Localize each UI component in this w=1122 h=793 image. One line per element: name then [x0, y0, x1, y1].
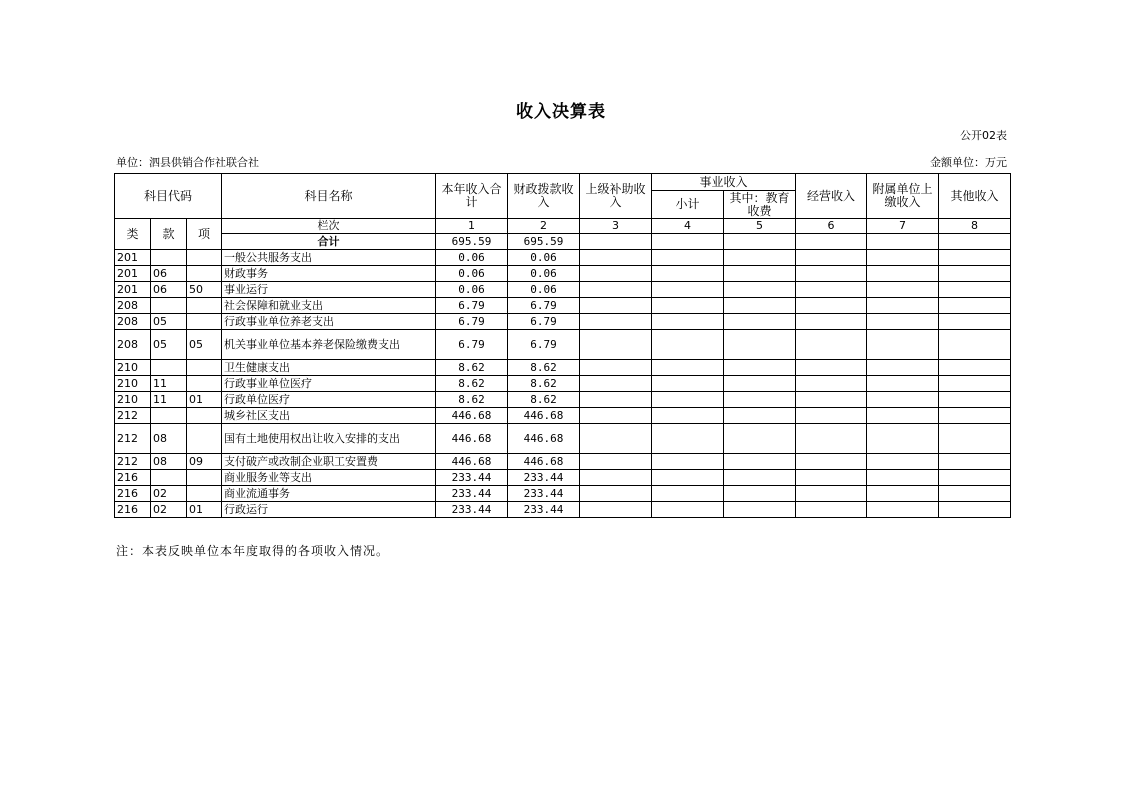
class-cell: 216 [115, 502, 151, 518]
table-row [115, 376, 1011, 392]
empty-cell [724, 486, 796, 502]
empty-cell [796, 250, 867, 266]
fiscal-cell: 8.62 [508, 360, 580, 376]
fiscal-cell: 0.06 [508, 282, 580, 298]
empty-cell [652, 454, 724, 470]
subject-name-cell: 机关事业单位基本养老保险缴费支出 [222, 330, 436, 360]
empty-cell [939, 266, 1011, 282]
empty-cell [796, 392, 867, 408]
fiscal-cell: 233.44 [508, 486, 580, 502]
table-row [115, 330, 1011, 360]
row-label: 栏次 [222, 219, 436, 234]
item-cell [187, 250, 222, 266]
header-business-edu: 其中：教育收费 [724, 191, 796, 219]
empty-cell [580, 314, 652, 330]
subject-name-cell: 商业服务业等支出 [222, 470, 436, 486]
fiscal-cell: 6.79 [508, 330, 580, 360]
total-income-cell: 233.44 [436, 502, 508, 518]
class-cell: 216 [115, 470, 151, 486]
class-cell: 201 [115, 282, 151, 298]
empty-cell [939, 314, 1011, 330]
subject-name-cell: 一般公共服务支出 [222, 250, 436, 266]
class-cell: 210 [115, 392, 151, 408]
empty-cell [580, 250, 652, 266]
empty-cell [652, 314, 724, 330]
section-cell: 05 [151, 330, 187, 360]
subject-name-cell: 国有土地使用权出让收入安排的支出 [222, 424, 436, 454]
class-cell: 201 [115, 250, 151, 266]
empty-cell [867, 360, 939, 376]
item-cell: 05 [187, 330, 222, 360]
header-fiscal: 财政拨款收入 [508, 174, 580, 219]
total-label: 合计 [222, 234, 436, 250]
form-code: 公开02表 [960, 129, 1007, 142]
empty-cell [939, 454, 1011, 470]
total-income-cell: 0.06 [436, 266, 508, 282]
index-cell: 7 [867, 219, 939, 234]
section-cell: 06 [151, 282, 187, 298]
empty-cell [939, 376, 1011, 392]
empty-cell [939, 424, 1011, 454]
item-cell [187, 266, 222, 282]
section-cell [151, 408, 187, 424]
class-cell: 212 [115, 408, 151, 424]
empty-cell [580, 360, 652, 376]
item-cell: 01 [187, 502, 222, 518]
empty-cell [867, 314, 939, 330]
subject-name-cell: 财政事务 [222, 266, 436, 282]
item-cell: 50 [187, 282, 222, 298]
empty-cell [652, 360, 724, 376]
subject-name-cell: 事业运行 [222, 282, 436, 298]
section-cell: 08 [151, 454, 187, 470]
header-class: 类 [115, 219, 151, 250]
empty-cell [580, 330, 652, 360]
item-cell: 01 [187, 392, 222, 408]
item-cell [187, 360, 222, 376]
section-cell: 08 [151, 424, 187, 454]
table-row [115, 486, 1011, 502]
table-row [115, 424, 1011, 454]
header-other: 其他收入 [939, 174, 1011, 219]
empty-cell [724, 250, 796, 266]
empty-cell [580, 408, 652, 424]
index-cell: 6 [796, 219, 867, 234]
empty-cell [867, 282, 939, 298]
empty-cell [939, 282, 1011, 298]
empty-cell [652, 282, 724, 298]
class-cell: 210 [115, 376, 151, 392]
total-income-cell: 8.62 [436, 376, 508, 392]
index-cell: 1 [436, 219, 508, 234]
header-superior: 上级补助收入 [580, 174, 652, 219]
item-cell [187, 424, 222, 454]
section-cell [151, 298, 187, 314]
empty-cell [867, 424, 939, 454]
empty-cell [724, 408, 796, 424]
class-cell: 212 [115, 424, 151, 454]
table-row [115, 266, 1011, 282]
item-cell [187, 470, 222, 486]
empty-cell [724, 314, 796, 330]
header-item: 项 [187, 219, 222, 250]
unit-label: 单位：泗县供销合作社联合社 [116, 156, 259, 169]
empty-cell [652, 250, 724, 266]
fiscal-cell: 233.44 [508, 470, 580, 486]
empty-cell [580, 502, 652, 518]
empty-cell [724, 392, 796, 408]
subject-name-cell: 卫生健康支出 [222, 360, 436, 376]
empty-cell [939, 470, 1011, 486]
total-income-cell: 6.79 [436, 314, 508, 330]
fiscal-cell: 6.79 [508, 298, 580, 314]
empty-cell [939, 250, 1011, 266]
class-cell: 208 [115, 298, 151, 314]
empty-cell [796, 454, 867, 470]
header-affiliated: 附属单位上缴收入 [867, 174, 939, 219]
header-business-subtotal: 小计 [652, 191, 724, 219]
fiscal-cell: 6.79 [508, 314, 580, 330]
fiscal-cell: 233.44 [508, 502, 580, 518]
empty-cell [939, 408, 1011, 424]
section-cell [151, 360, 187, 376]
empty-cell [724, 454, 796, 470]
empty-cell [867, 454, 939, 470]
section-cell [151, 250, 187, 266]
table-row [115, 470, 1011, 486]
empty-cell [796, 424, 867, 454]
empty-cell [867, 250, 939, 266]
index-cell: 4 [652, 219, 724, 234]
empty-cell [796, 502, 867, 518]
total-income-value: 695.59 [436, 234, 508, 250]
total-income-cell: 446.68 [436, 424, 508, 454]
item-cell: 09 [187, 454, 222, 470]
empty-cell [724, 266, 796, 282]
empty-cell [580, 298, 652, 314]
fiscal-cell: 446.68 [508, 424, 580, 454]
subject-name-cell: 商业流通事务 [222, 486, 436, 502]
empty-cell [652, 298, 724, 314]
header-section: 款 [151, 219, 187, 250]
item-cell [187, 298, 222, 314]
header-total-income: 本年收入合计 [436, 174, 508, 219]
index-cell: 3 [580, 219, 652, 234]
empty-cell [724, 330, 796, 360]
empty-cell [796, 282, 867, 298]
footnote: 注：本表反映单位本年度取得的各项收入情况。 [116, 544, 390, 558]
class-cell: 208 [115, 314, 151, 330]
empty-cell [724, 360, 796, 376]
total-fiscal-value: 695.59 [508, 234, 580, 250]
class-cell: 216 [115, 486, 151, 502]
empty-cell [580, 266, 652, 282]
empty-cell [652, 502, 724, 518]
empty-cell [796, 408, 867, 424]
empty-cell [939, 360, 1011, 376]
class-cell: 210 [115, 360, 151, 376]
empty-cell [652, 330, 724, 360]
empty-cell [580, 454, 652, 470]
money-unit: 金额单位：万元 [930, 156, 1007, 169]
empty-cell [796, 360, 867, 376]
empty-cell [652, 266, 724, 282]
header-operating: 经营收入 [796, 174, 867, 219]
section-cell: 06 [151, 266, 187, 282]
empty-cell [580, 282, 652, 298]
empty-cell [580, 424, 652, 454]
class-cell: 201 [115, 266, 151, 282]
fiscal-cell: 446.68 [508, 454, 580, 470]
index-cell: 8 [939, 219, 1011, 234]
empty-cell [652, 424, 724, 454]
total-income-cell: 446.68 [436, 454, 508, 470]
fiscal-cell: 0.06 [508, 266, 580, 282]
empty-cell [652, 392, 724, 408]
empty-cell [580, 392, 652, 408]
empty-cell [580, 486, 652, 502]
subject-name-cell: 行政运行 [222, 502, 436, 518]
fiscal-cell: 8.62 [508, 392, 580, 408]
page-title: 收入决算表 [516, 102, 606, 122]
total-income-cell: 0.06 [436, 250, 508, 266]
subject-name-cell: 社会保障和就业支出 [222, 298, 436, 314]
empty-cell [724, 470, 796, 486]
class-cell: 208 [115, 330, 151, 360]
total-income-cell: 446.68 [436, 408, 508, 424]
total-income-cell: 6.79 [436, 298, 508, 314]
empty-cell [867, 502, 939, 518]
index-cell: 5 [724, 219, 796, 234]
empty-cell [724, 282, 796, 298]
table-row [115, 298, 1011, 314]
empty-cell [796, 314, 867, 330]
table-body [115, 250, 1011, 518]
section-cell: 11 [151, 392, 187, 408]
fiscal-cell: 0.06 [508, 250, 580, 266]
total-income-cell: 233.44 [436, 486, 508, 502]
empty-cell [939, 502, 1011, 518]
total-income-cell: 233.44 [436, 470, 508, 486]
empty-cell [580, 470, 652, 486]
table-row [115, 392, 1011, 408]
empty-cell [867, 298, 939, 314]
table-row [115, 250, 1011, 266]
empty-cell [867, 392, 939, 408]
empty-cell [724, 298, 796, 314]
empty-cell [867, 376, 939, 392]
table-row [115, 314, 1011, 330]
table-row [115, 454, 1011, 470]
item-cell [187, 314, 222, 330]
section-cell: 05 [151, 314, 187, 330]
total-income-cell: 8.62 [436, 392, 508, 408]
fiscal-cell: 8.62 [508, 376, 580, 392]
table-row [115, 502, 1011, 518]
total-income-cell: 0.06 [436, 282, 508, 298]
header-subject-code: 科目代码 [115, 174, 222, 219]
fiscal-cell: 446.68 [508, 408, 580, 424]
empty-cell [652, 486, 724, 502]
empty-cell [724, 502, 796, 518]
class-cell: 212 [115, 454, 151, 470]
section-cell: 02 [151, 502, 187, 518]
section-cell [151, 470, 187, 486]
empty-cell [939, 392, 1011, 408]
empty-cell [939, 298, 1011, 314]
empty-cell [867, 266, 939, 282]
header-business: 事业收入 [652, 174, 796, 191]
table-row [115, 408, 1011, 424]
index-cell: 2 [508, 219, 580, 234]
item-cell [187, 486, 222, 502]
subject-name-cell: 支付破产或改制企业职工安置费 [222, 454, 436, 470]
empty-cell [652, 470, 724, 486]
subject-name-cell: 行政事业单位医疗 [222, 376, 436, 392]
empty-cell [652, 408, 724, 424]
empty-cell [724, 424, 796, 454]
section-cell: 11 [151, 376, 187, 392]
empty-cell [867, 486, 939, 502]
empty-cell [796, 376, 867, 392]
subject-name-cell: 行政单位医疗 [222, 392, 436, 408]
empty-cell [796, 486, 867, 502]
empty-cell [796, 298, 867, 314]
empty-cell [724, 376, 796, 392]
empty-cell [796, 330, 867, 360]
income-table [114, 173, 1011, 518]
empty-cell [796, 470, 867, 486]
empty-cell [580, 376, 652, 392]
header-subject-name: 科目名称 [222, 174, 436, 219]
subject-name-cell: 城乡社区支出 [222, 408, 436, 424]
empty-cell [867, 330, 939, 360]
total-income-cell: 8.62 [436, 360, 508, 376]
table-row [115, 282, 1011, 298]
subject-name-cell: 行政事业单位养老支出 [222, 314, 436, 330]
empty-cell [652, 376, 724, 392]
empty-cell [867, 408, 939, 424]
empty-cell [939, 486, 1011, 502]
total-income-cell: 6.79 [436, 330, 508, 360]
section-cell: 02 [151, 486, 187, 502]
empty-cell [867, 470, 939, 486]
table-row [115, 360, 1011, 376]
item-cell [187, 376, 222, 392]
empty-cell [939, 330, 1011, 360]
empty-cell [796, 266, 867, 282]
item-cell [187, 408, 222, 424]
